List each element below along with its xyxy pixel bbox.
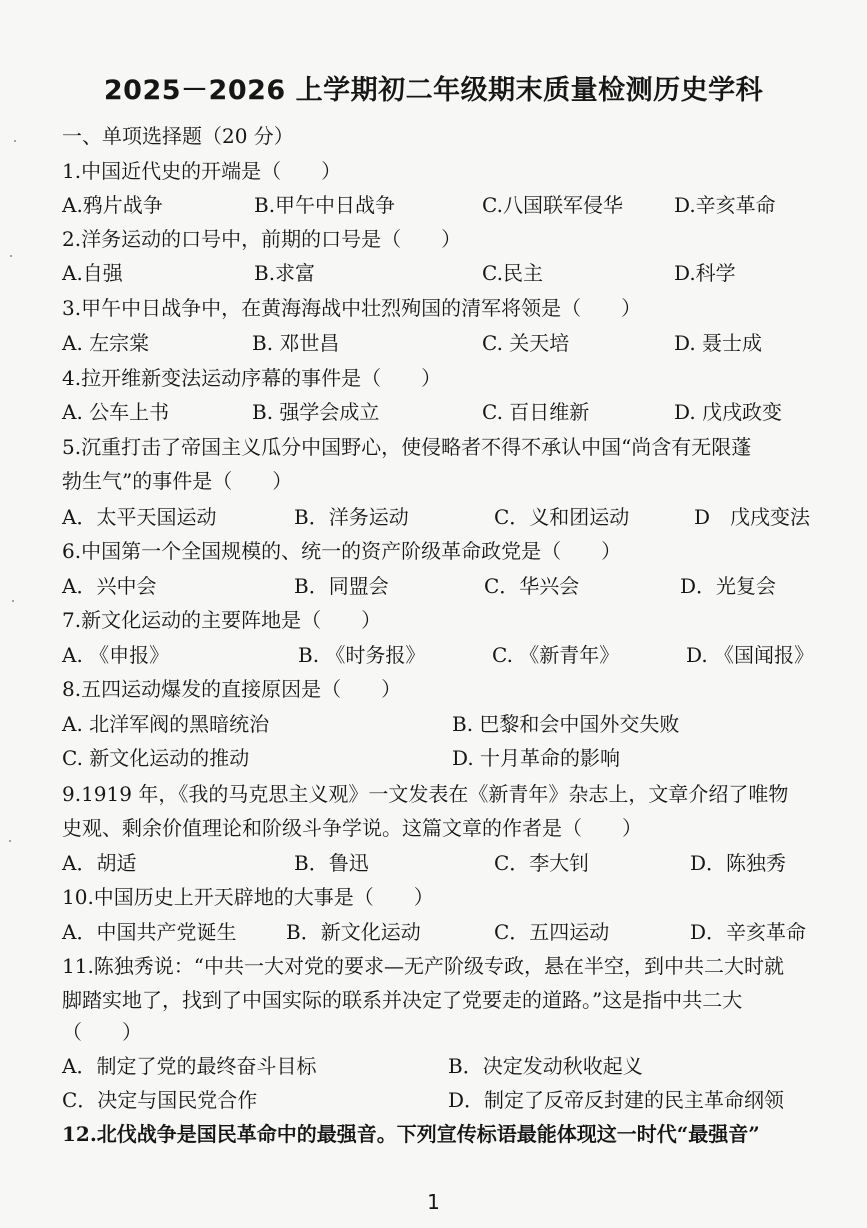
question-11-options-row-2 <box>62 1086 862 1114</box>
question-8-stem: 8.五四运动爆发的直接原因是（ ） <box>62 677 402 701</box>
question-6-stem: 6.中国第一个全国规模的、统一的资产阶级革命政党是（ ） <box>62 539 622 563</box>
question-7-option-d: D. 《国闻报》 <box>686 643 815 667</box>
question-9-stem-line-1: 9.1919 年，《我的马克思主义观》一文发表在《新青年》杂志上，文章介绍了唯物 <box>62 782 789 806</box>
question-7-stem: 7.新文化运动的主要阵地是（ ） <box>62 608 382 632</box>
question-1-options <box>62 191 862 219</box>
question-8-option-b: B. 巴黎和会中国外交失败 <box>452 712 680 736</box>
question-10-option-c: C．五四运动 <box>494 920 610 944</box>
question-7-option-a: A. 《申报》 <box>62 643 170 667</box>
question-9-option-d: D．陈独秀 <box>690 851 787 875</box>
question-5-stem-line-2: 勃生气”的事件是（ ） <box>62 469 293 493</box>
question-11-option-b: B．决定发动秋收起义 <box>448 1054 643 1078</box>
question-6-options <box>62 572 862 600</box>
question-10-option-b: B．新文化运动 <box>286 920 421 944</box>
question-3-option-a: A. 左宗棠 <box>62 331 150 355</box>
question-3-stem: 3.甲午中日战争中，在黄海海战中壮烈殉国的清军将领是（ ） <box>62 296 642 320</box>
question-6-option-a: A．兴中会 <box>62 574 157 598</box>
question-1-option-d: D.辛亥革命 <box>674 193 776 217</box>
question-8-options-row-1 <box>62 710 862 738</box>
question-8-option-c: C. 新文化运动的推动 <box>62 746 250 770</box>
question-3-option-c: C. 关天培 <box>482 331 570 355</box>
question-6-option-d: D．光复会 <box>680 574 777 598</box>
scan-speck <box>10 255 12 257</box>
question-3-option-d: D. 聂士成 <box>674 331 763 355</box>
question-1-option-c: C.八国联军侵华 <box>482 193 623 217</box>
question-10-stem: 10.中国历史上开天辟地的大事是（ ） <box>62 885 434 909</box>
question-1-option-a: A.鸦片战争 <box>62 193 163 217</box>
question-7-option-b: B. 《时务报》 <box>298 643 426 667</box>
scan-speck <box>14 140 16 142</box>
question-9-options <box>62 849 862 877</box>
page-number: 1 <box>427 1190 440 1214</box>
question-4-option-d: D. 戊戌政变 <box>674 400 783 424</box>
question-11-option-d: D．制定了反帝反封建的民主革命纲领 <box>448 1088 785 1112</box>
scan-speck <box>12 600 14 602</box>
question-5-options <box>62 503 862 531</box>
question-5-option-d: D 戊戌变法 <box>694 505 811 529</box>
question-5-option-a: A．太平天国运动 <box>62 505 217 529</box>
exam-title: 2025－2026 上学期初二年级期末质量检测历史学科 <box>103 75 764 106</box>
question-4-options <box>62 398 862 426</box>
question-4-option-c: C. 百日维新 <box>482 400 590 424</box>
question-5-stem-line-1: 5.沉重打击了帝国主义瓜分中国野心，使侵略者不得不承认中国“尚含有无限蓬 <box>62 435 752 459</box>
question-11-stem-line-3: （ ） <box>62 1020 142 1044</box>
question-9-option-a: A．胡适 <box>62 851 137 875</box>
question-1-stem: 1.中国近代史的开端是（ ） <box>62 159 342 183</box>
question-8-option-d: D. 十月革命的影响 <box>452 746 621 770</box>
question-1-option-b: B.甲午中日战争 <box>254 193 396 217</box>
question-6-option-c: C．华兴会 <box>484 574 580 598</box>
question-11-stem-line-2: 脚踏实地了，找到了中国实际的联系并决定了党要走的道路。”这是指中共二大 <box>62 988 743 1012</box>
question-2-option-b: B.求富 <box>254 261 316 285</box>
question-10-option-d: D．辛亥革命 <box>690 920 807 944</box>
question-3-options <box>62 329 862 357</box>
question-8-option-a: A. 北洋军阀的黑暗统治 <box>62 712 270 736</box>
question-10-options <box>62 918 862 946</box>
question-12-stem: 12.北伐战争是国民革命中的最强音。下列宣传标语最能体现这一时代“最强音” <box>62 1122 760 1146</box>
question-9-stem-line-2: 史观、剩余价值理论和阶级斗争学说。这篇文章的作者是（ ） <box>62 816 642 840</box>
scan-speck <box>9 840 11 842</box>
question-7-option-c: C. 《新青年》 <box>492 643 620 667</box>
question-4-option-a: A. 公车上书 <box>62 400 170 424</box>
question-11-option-c: C．决定与国民党合作 <box>62 1088 258 1112</box>
question-2-option-d: D.科学 <box>674 261 736 285</box>
question-2-options <box>62 259 862 287</box>
question-7-options <box>62 641 862 669</box>
question-3-option-b: B. 邓世昌 <box>252 331 340 355</box>
question-11-option-a: A．制定了党的最终奋斗目标 <box>62 1054 317 1078</box>
section-heading: 一、单项选择题（20 分） <box>62 124 294 148</box>
question-8-options-row-2 <box>62 744 862 772</box>
question-11-options-row-1 <box>62 1052 862 1080</box>
question-5-option-c: C．义和团运动 <box>494 505 630 529</box>
question-4-stem: 4.拉开维新变法运动序幕的事件是（ ） <box>62 366 442 390</box>
question-4-option-b: B. 强学会成立 <box>252 400 380 424</box>
question-2-option-c: C.民主 <box>482 261 543 285</box>
question-6-option-b: B．同盟会 <box>294 574 389 598</box>
question-2-option-a: A.自强 <box>62 261 123 285</box>
question-10-option-a: A．中国共产党诞生 <box>62 920 237 944</box>
question-2-stem: 2.洋务运动的口号中，前期的口号是（ ） <box>62 227 462 251</box>
question-9-option-c: C．李大钊 <box>494 851 590 875</box>
question-5-option-b: B．洋务运动 <box>294 505 409 529</box>
question-9-option-b: B．鲁迅 <box>294 851 369 875</box>
question-11-stem-line-1: 11.陈独秀说：“中共一大对党的要求—无产阶级专政，悬在半空，到中共二大时就 <box>62 954 785 978</box>
